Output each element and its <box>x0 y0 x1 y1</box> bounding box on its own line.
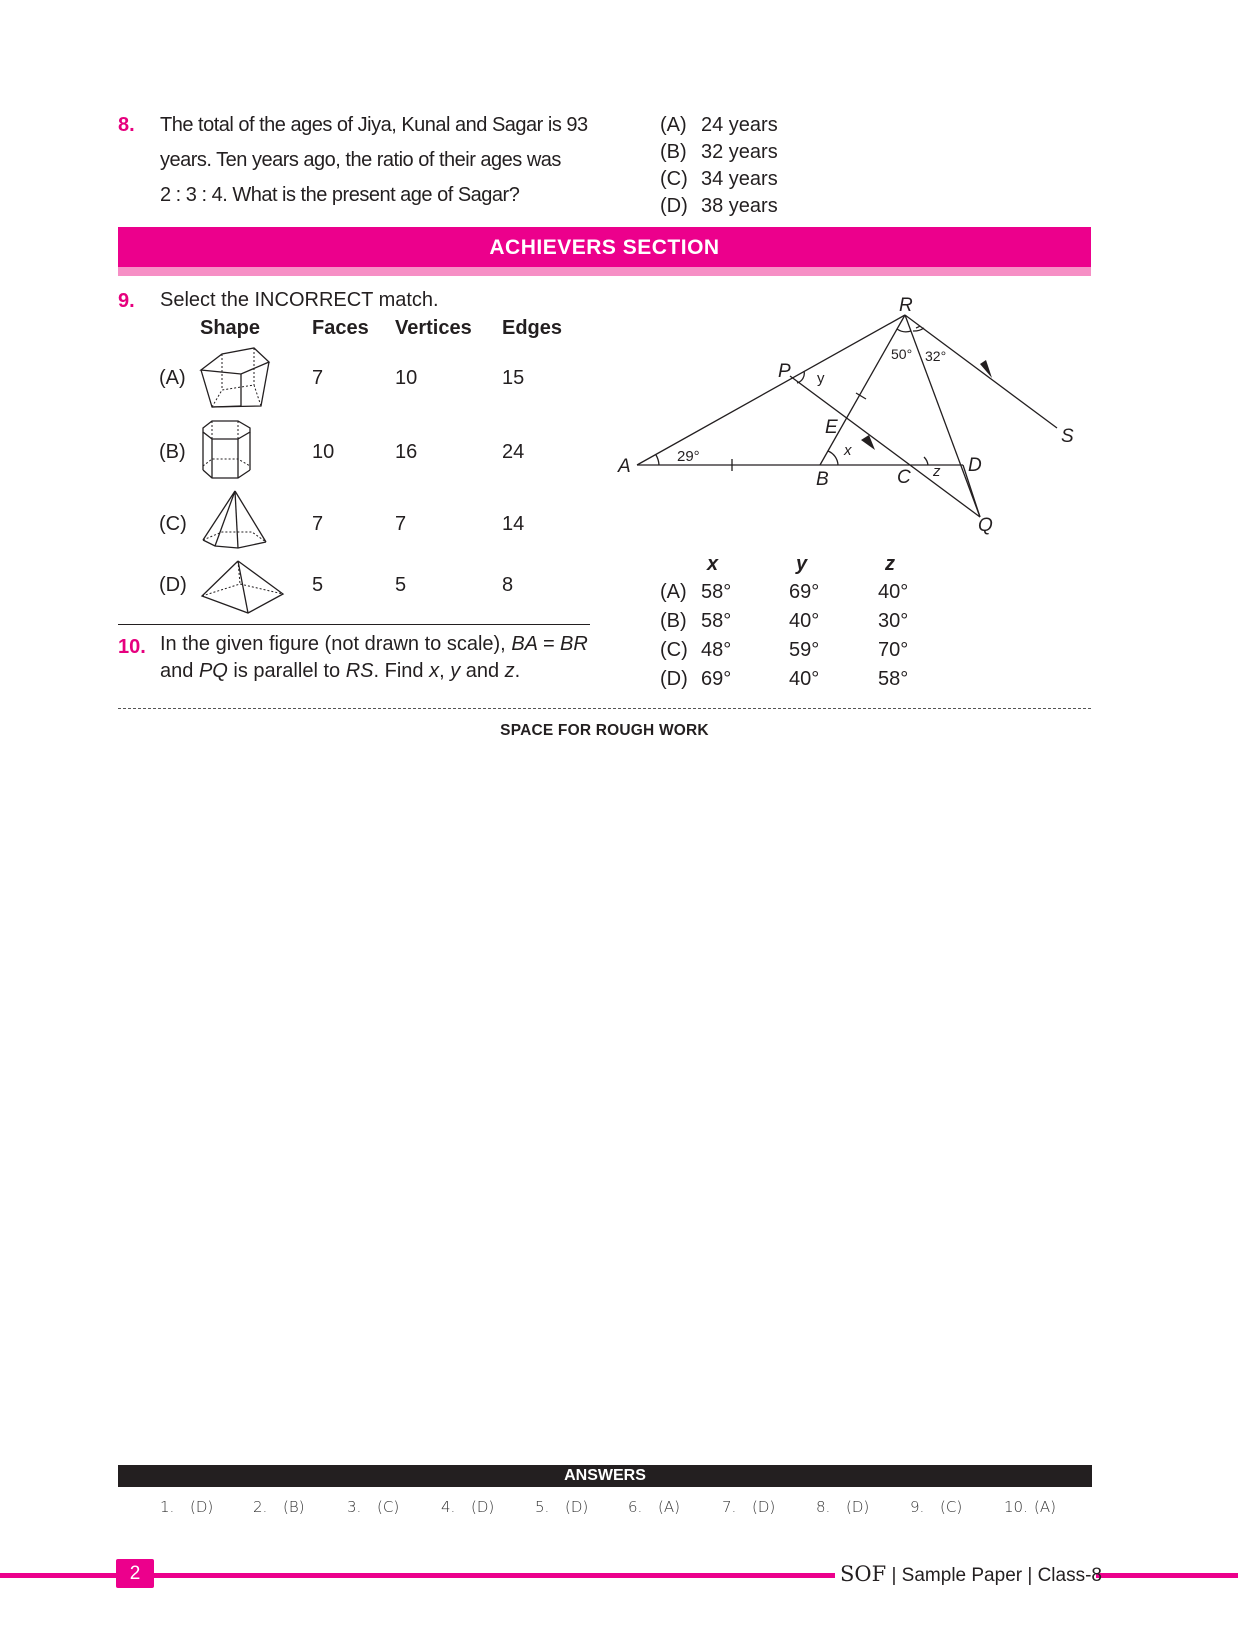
column-header-edges: Edges <box>502 317 563 339</box>
option-c[interactable]: (C) 34 years <box>660 168 778 190</box>
answer-key-item: 4. (D) <box>441 1498 495 1516</box>
question-text: Select the INCORRECT match. <box>160 289 439 311</box>
octagonal-prism-icon <box>198 418 260 484</box>
column-header-z: z <box>885 553 895 575</box>
hexagonal-pyramid-icon <box>200 488 270 550</box>
question-text <box>160 108 600 213</box>
point-label-b: B <box>816 469 829 490</box>
question-line: 2 : 3 : 4. What is the present age of Sagar? <box>160 184 520 206</box>
point-label-p: P <box>778 361 791 382</box>
answer-key-item: 1. (D) <box>160 1498 214 1516</box>
footer-rule <box>1096 1573 1238 1578</box>
point-label-q: Q <box>978 515 993 536</box>
answer-options <box>660 578 908 694</box>
vertices-value: 7 <box>395 513 407 535</box>
edges-value: 14 <box>502 513 525 535</box>
angle-label: 50° <box>891 346 913 362</box>
option-b[interactable]: (B) 58° 40° 30° <box>660 610 909 632</box>
answer-key-item: 10. (A) <box>1004 1498 1056 1516</box>
edges-value: 15 <box>502 367 525 389</box>
page-number: 2 <box>116 1559 154 1588</box>
column-header-faces: Faces <box>312 317 369 339</box>
question-number: 9. <box>118 290 135 312</box>
faces-value: 10 <box>312 441 335 463</box>
angle-label-x: x <box>844 442 852 459</box>
vertices-value: 5 <box>395 574 407 596</box>
answer-key-item: 9. (C) <box>910 1498 963 1516</box>
point-label-a: A <box>618 456 631 477</box>
faces-value: 5 <box>312 574 324 596</box>
column-header-y: y <box>796 553 808 575</box>
option-a[interactable]: (A) 58° 69° 40° <box>660 581 909 603</box>
angle-label-y: y <box>817 370 825 387</box>
dashed-divider <box>118 708 1091 709</box>
answer-key-item: 8. (D) <box>816 1498 870 1516</box>
option-a[interactable]: (A) 24 years <box>660 114 778 136</box>
section-header: ACHIEVERS SECTION <box>118 227 1091 267</box>
geometry-figure <box>610 285 1090 540</box>
vertices-value: 10 <box>395 367 418 389</box>
footer-text: SOF | Sample Paper | Class-8 <box>840 1562 1102 1586</box>
question-separator <box>118 624 590 625</box>
square-pyramid-icon <box>200 558 286 616</box>
pentagonal-prism-icon <box>198 340 284 412</box>
point-label-s: S <box>1061 426 1074 447</box>
row-label[interactable]: (A) <box>159 367 186 389</box>
answer-options <box>660 112 778 220</box>
point-label-d: D <box>968 455 982 476</box>
row-label[interactable]: (B) <box>159 441 186 463</box>
point-label-r: R <box>899 295 913 316</box>
question-line: years. Ten years ago, the ratio of their ages was <box>160 149 561 171</box>
question-line: and PQ is parallel to RS. Find x, y and z. <box>160 660 521 682</box>
faces-value: 7 <box>312 367 324 389</box>
question-number: 10. <box>118 636 146 658</box>
question-line: In the given figure (not drawn to scale), BA = BR <box>160 633 588 655</box>
point-label-e: E <box>825 417 838 438</box>
question-line: The total of the ages of Jiya, Kunal and Sagar is 93 <box>160 114 588 136</box>
column-header-shape: Shape <box>200 317 261 339</box>
answer-key-item: 6. (A) <box>628 1498 680 1516</box>
answer-key-item: 2. (B) <box>253 1498 305 1516</box>
rough-work-label: SPACE FOR ROUGH WORK <box>500 722 709 739</box>
answer-key-item: 7. (D) <box>722 1498 776 1516</box>
angle-label: 32° <box>925 348 947 364</box>
section-header-underline <box>118 267 1091 276</box>
option-d[interactable]: (D) 69° 40° 58° <box>660 668 909 690</box>
column-header-vertices: Vertices <box>395 317 472 339</box>
vertices-value: 16 <box>395 441 418 463</box>
sof-logo: SOF <box>840 1562 887 1586</box>
option-d[interactable]: (D) 38 years <box>660 195 778 217</box>
column-header-x: x <box>707 553 719 575</box>
edges-value: 24 <box>502 441 525 463</box>
point-label-c: C <box>897 467 911 488</box>
option-c[interactable]: (C) 48° 59° 70° <box>660 639 909 661</box>
row-label[interactable]: (C) <box>159 513 187 535</box>
faces-value: 7 <box>312 513 324 535</box>
angle-label-z: z <box>933 463 941 480</box>
angle-label: 29° <box>677 448 700 465</box>
row-label[interactable]: (D) <box>159 574 187 596</box>
answers-header: ANSWERS <box>118 1465 1092 1487</box>
answer-key-item: 5. (D) <box>535 1498 589 1516</box>
option-b[interactable]: (B) 32 years <box>660 141 778 163</box>
answer-key-item: 3. (C) <box>347 1498 400 1516</box>
question-number: 8. <box>118 114 135 136</box>
edges-value: 8 <box>502 574 514 596</box>
question-text <box>160 631 588 685</box>
